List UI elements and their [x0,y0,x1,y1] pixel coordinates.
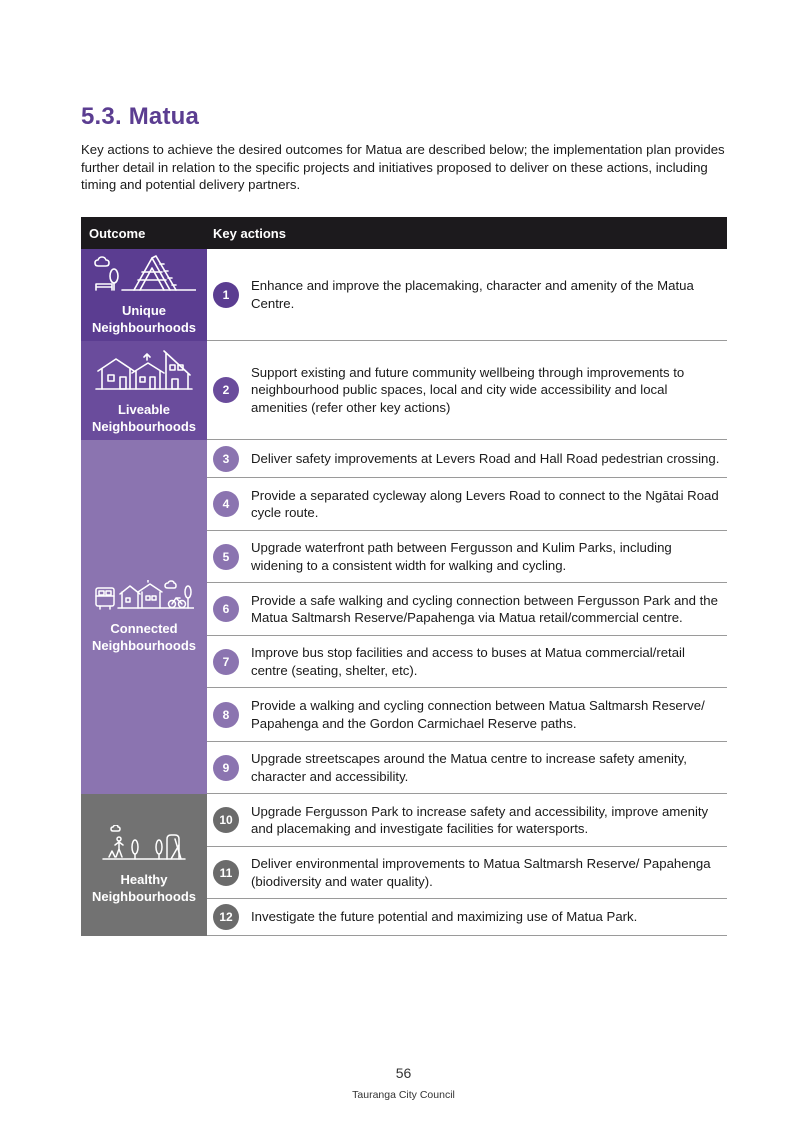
header-key-actions: Key actions [213,225,286,241]
outcome-label-line1: Liveable [117,401,171,417]
action-number-badge: 2 [213,377,239,403]
action-row [207,249,727,341]
action-number-badge: 5 [213,544,239,570]
action-text: Upgrade streetscapes around the Matua centre to increase safety amenity, character and accessibility. [251,751,687,784]
outcome-cell [81,440,207,794]
outcome-label-line1: Unique [121,303,167,318]
outcome-label-line1: Healthy [120,872,168,887]
outcome-group-connected [81,440,727,794]
healthy-neighbourhoods-icon [101,825,187,861]
action-text: Upgrade Fergusson Park to increase safety and accessibility, improve amenity and placemaking and investigate facilities for watersports. [251,803,709,836]
actions-list [207,794,727,936]
key-actions-table [81,217,727,936]
action-text: Deliver safety improvements at Levers Road and Hall Road pedestrian crossing. [251,450,720,466]
actions-list [207,341,727,440]
unique-neighbourhoods-icon [92,254,196,292]
action-text: Improve bus stop facilities and access to buses at Matua commercial/retail centre (seating, shelter, etc). [251,645,685,678]
page-number: 56 [395,1065,412,1081]
action-row [207,636,727,688]
action-number-badge: 10 [213,807,239,833]
action-number-badge: 8 [213,702,239,728]
table-header [81,217,727,249]
outcome-label-line2: Neighbourhoods [92,638,196,653]
footer-organisation: Tauranga City Council [352,1089,455,1101]
action-text: Provide a walking and cycling connection between Matua Saltmarsh Reserve/ Papahenga and the Gordon Carmichael Reserve paths. [251,698,705,731]
header-outcome: Outcome [89,225,146,241]
actions-list [207,440,727,794]
action-text: Upgrade waterfront path between Fergusson and Kulim Parks, including widening to a consistent width for walking and cycling. [251,540,672,573]
action-number-badge: 12 [213,904,239,930]
action-row [207,531,727,583]
action-text: Enhance and improve the placemaking, character and amenity of the Matua Centre. [251,278,694,311]
outcome-cell [81,794,207,936]
action-row [207,478,727,531]
outcome-group-liveable [81,341,727,440]
action-number-badge: 3 [213,446,239,472]
action-number-badge: 9 [213,755,239,781]
action-number-badge: 6 [213,596,239,622]
outcome-label-line1: Connected [110,621,178,636]
action-row [207,794,727,847]
action-number-badge: 4 [213,491,239,517]
liveable-neighbourhoods-icon [94,347,194,391]
action-row [207,742,727,794]
action-text: Support existing and future community wellbeing through improvements to neighbourhood public spaces, local and city wide accessibility and local amenities (refer other key actions) [251,364,685,415]
action-number-badge: 11 [213,860,239,886]
action-text: Provide a separated cycleway along Levers Road to connect to the Ngātai Road cycle route. [251,487,719,520]
connected-neighbourhoods-icon [94,580,194,610]
action-row [207,847,727,899]
action-row [207,440,727,478]
outcome-cell [81,249,207,341]
actions-list [207,249,727,341]
action-row [207,341,727,440]
outcome-label-line2: Neighbourhoods [92,418,196,434]
action-row [207,688,727,742]
action-text: Deliver environmental improvements to Matua Saltmarsh Reserve/ Papahenga (biodiversity and water quality). [251,856,711,889]
action-row [207,899,727,936]
outcome-label-line2: Neighbourhoods [92,889,196,904]
page-title: 5.3. Matua [81,103,200,130]
outcome-group-unique [81,249,727,341]
action-row [207,583,727,636]
outcome-cell [81,341,207,440]
action-text: Provide a safe walking and cycling connection between Fergusson Park and the Matua Saltmarsh Reserve/Papahenga via Matua retail/commercial centre. [251,592,718,625]
action-number-badge: 7 [213,649,239,675]
action-text: Investigate the future potential and maximizing use of Matua Park. [251,909,638,925]
outcome-group-healthy [81,794,727,936]
outcome-label-line2: Neighbourhoods [92,320,196,335]
action-number-badge: 1 [213,282,239,308]
intro-paragraph: Key actions to achieve the desired outcomes for Matua are described below; the implementation plan provides further detail in relation to the specific projects and initiatives proposed to deliver on these actions, including timing and potential delivery partners. [81,142,725,192]
